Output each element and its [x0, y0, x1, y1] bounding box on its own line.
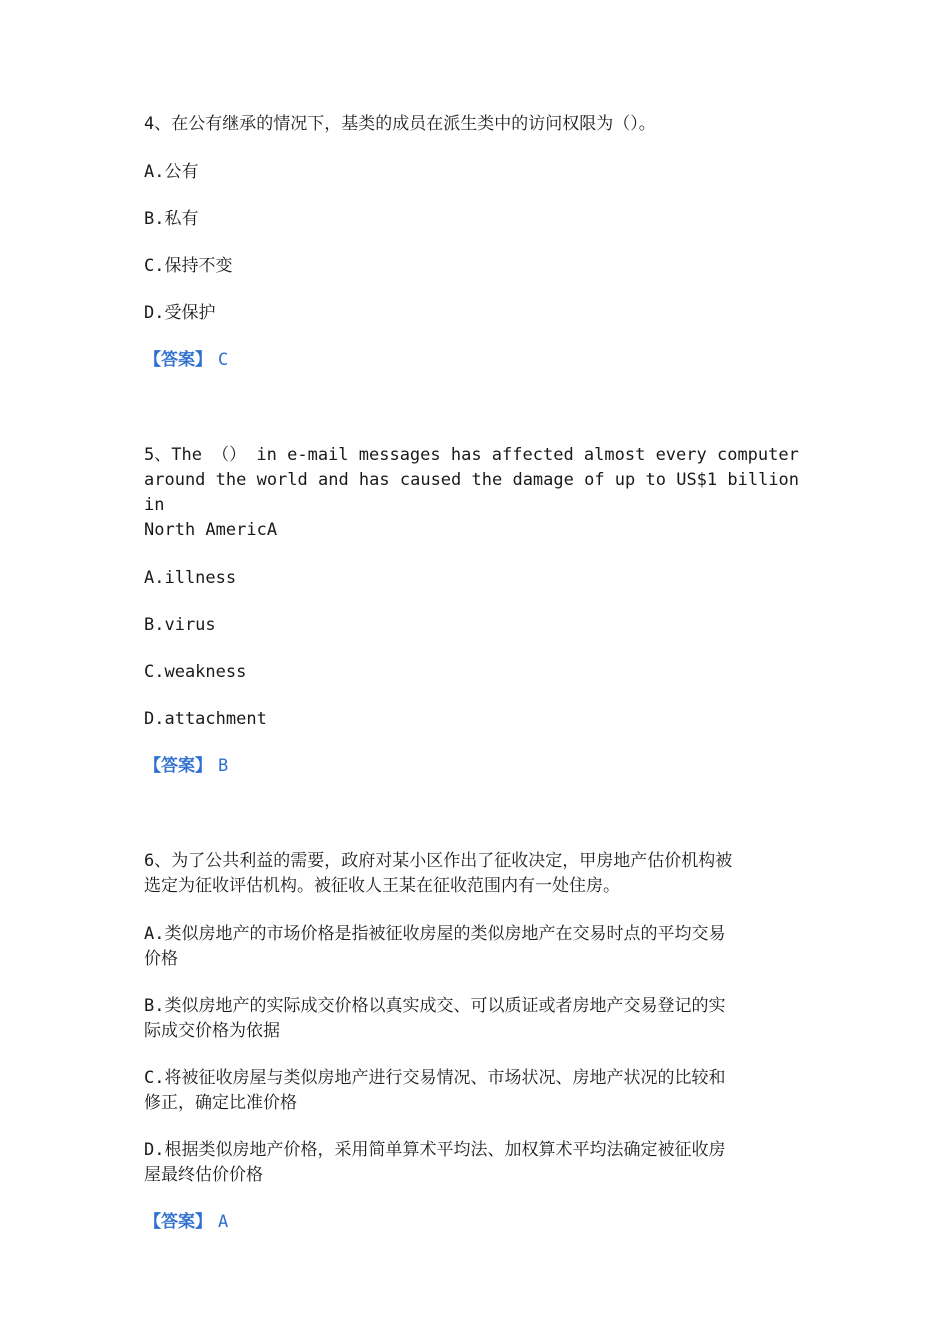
- option-a: A.公有: [144, 162, 199, 182]
- option-c: C.保持不变: [144, 256, 233, 276]
- spacer: [144, 373, 824, 443]
- spacer: [144, 779, 824, 849]
- option-d: D.受保护: [144, 303, 216, 323]
- option-b: B.virus: [144, 615, 216, 635]
- question-stem: 5、The （） in e-mail messages has affected almost every computer around the world and has caused the damage of up to US$1 billion in North AmericA: [144, 445, 800, 540]
- option-d: D.attachment: [144, 709, 267, 729]
- question-4: [144, 112, 824, 373]
- option-c: C.weakness: [144, 662, 247, 682]
- question-stem: 6、为了公共利益的需要，政府对某小区作出了征收决定，甲房地产估价机构被 选定为征收评估机构。被征收人王某在征收范围内有一处住房。: [144, 851, 733, 896]
- document-page: [144, 112, 824, 1235]
- answer-value: A: [218, 1212, 229, 1232]
- answer-line: [144, 348, 824, 373]
- question-stem: 4、在公有继承的情况下，基类的成员在派生类中的访问权限为（）。: [144, 114, 656, 134]
- answer-value: C: [218, 350, 229, 370]
- answer-label: 【答案】: [144, 1212, 212, 1232]
- question-5: [144, 443, 824, 779]
- option-d: D.根据类似房地产价格，采用简单算术平均法、加权算术平均法确定被征收房 屋最终估价价格: [144, 1140, 726, 1185]
- option-a: A.类似房地产的市场价格是指被征收房屋的类似房地产在交易时点的平均交易 价格: [144, 924, 726, 969]
- answer-label: 【答案】: [144, 350, 212, 370]
- option-a: A.illness: [144, 568, 237, 588]
- option-b: B.类似房地产的实际成交价格以真实成交、可以质证或者房地产交易登记的实 际成交价格为依据: [144, 996, 726, 1041]
- answer-line: [144, 754, 824, 779]
- answer-label: 【答案】: [144, 756, 212, 776]
- answer-value: B: [218, 756, 229, 776]
- option-c: C.将被征收房屋与类似房地产进行交易情况、市场状况、房地产状况的比较和 修正，确定比准价格: [144, 1068, 726, 1113]
- question-6: [144, 849, 824, 1235]
- answer-line: [144, 1210, 824, 1235]
- option-b: B.私有: [144, 209, 199, 229]
